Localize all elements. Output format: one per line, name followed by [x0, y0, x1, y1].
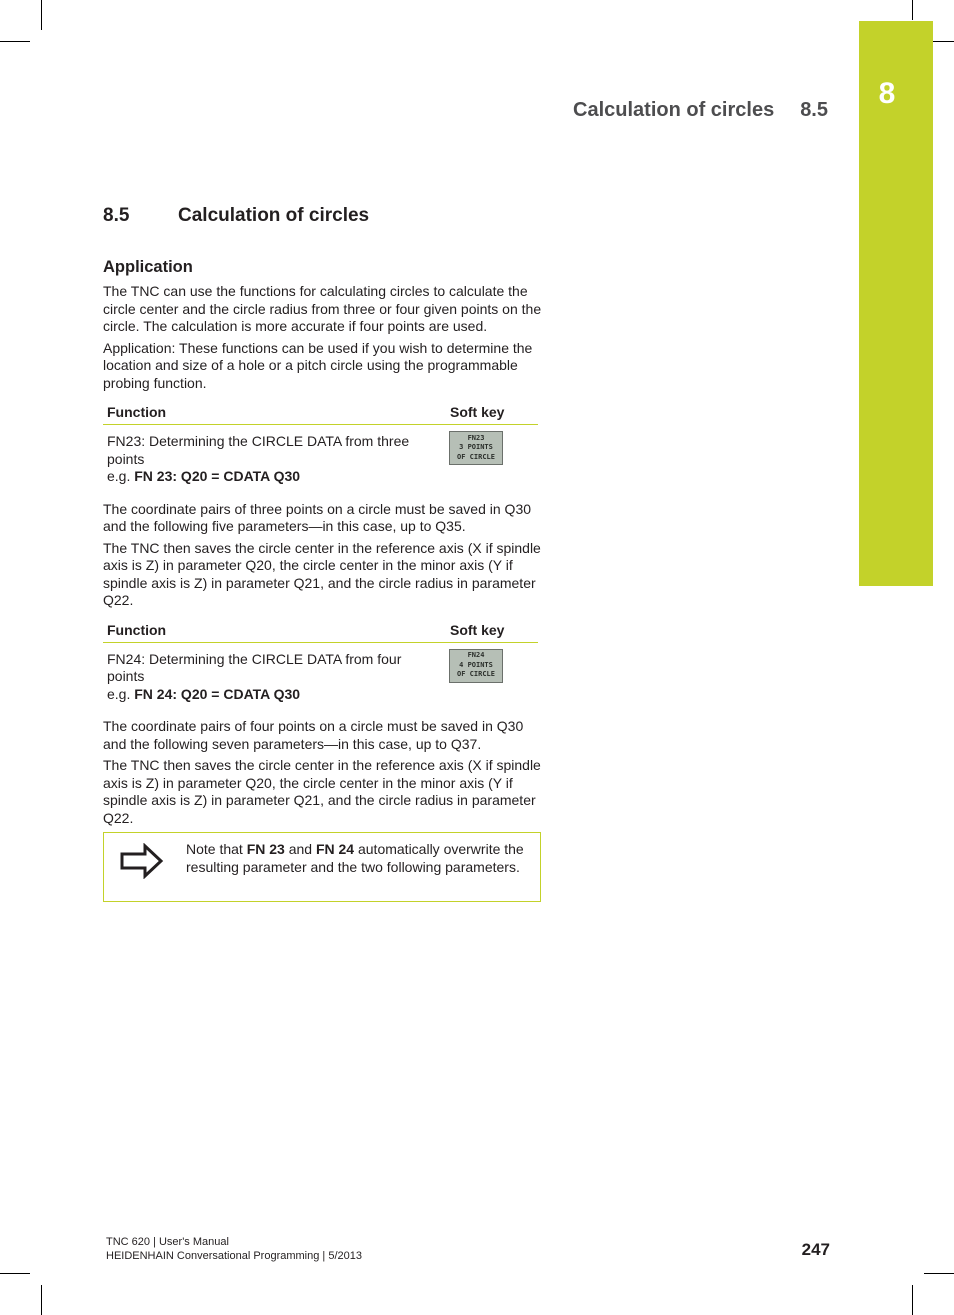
table-header-row — [103, 620, 538, 643]
footer-line: TNC 620 | User's Manual — [106, 1236, 229, 1248]
function-cell — [103, 642, 446, 707]
main-content — [103, 205, 545, 902]
function-table-fn23 — [103, 402, 538, 490]
section-title: Calculation of circles — [178, 205, 370, 226]
softkey-line: OF CIRCLE — [457, 452, 495, 461]
fn24-softkey[interactable] — [449, 649, 503, 683]
softkey-cell — [446, 642, 538, 707]
example-code: FN 24: Q20 = CDATA Q30 — [134, 685, 301, 702]
table-header-function: Function — [103, 620, 446, 643]
paragraph: The TNC then saves the circle center in the reference axis (X if spindle axis is Z) in parameter Q20, the circle center in the minor axis (Y if spindle axis is Z) in parameter Q21, and the circle radius in parameter Q22. — [103, 757, 541, 826]
table-header-function: Function — [103, 402, 446, 425]
running-head-number: 8.5 — [800, 99, 828, 121]
table-header-softkey: Soft key — [446, 402, 538, 425]
table-header-row — [103, 402, 538, 425]
subsection-heading: Application — [103, 258, 193, 276]
crop-mark — [912, 0, 913, 20]
note-text — [186, 841, 534, 876]
paragraph: The TNC then saves the circle center in the reference axis (X if spindle axis is Z) in parameter Q20, the circle center in the minor axis (Y if spindle axis is Z) in parameter Q21, and the circle radius in parameter Q22. — [103, 539, 541, 608]
function-description: FN23: Determining the CIRCLE DATA from three points — [107, 433, 410, 467]
section-heading — [103, 205, 545, 227]
table-row — [103, 425, 538, 490]
running-head — [573, 99, 828, 122]
paragraph: The coordinate pairs of three points on a circle must be saved in Q30 and the following five parameters—in this case, up to Q35. — [103, 500, 532, 534]
running-head-title: Calculation of circles — [573, 99, 775, 121]
function-table-fn24 — [103, 620, 538, 708]
function-cell — [103, 425, 446, 490]
crop-mark — [912, 1285, 913, 1315]
section-number: 8.5 — [103, 205, 130, 226]
example-prefix: e.g. — [107, 468, 135, 484]
crop-mark — [0, 1273, 30, 1274]
softkey-line: 4 POINTS — [459, 660, 493, 669]
page-number: 247 — [801, 1240, 830, 1259]
softkey-line: FN23 — [467, 433, 485, 442]
softkey-cell — [446, 425, 538, 490]
note-text-part: automatically overwrite the resulting parameter and the two following parameters. — [186, 841, 524, 875]
note-code: FN 24 — [315, 841, 355, 857]
paragraph: Application: These functions can be used if you wish to determine the location and size of a hole or a pitch circle using the programmable probing function. — [103, 339, 533, 391]
softkey-line: FN24 — [467, 651, 485, 660]
chapter-number: 8 — [878, 77, 896, 110]
paragraph: The coordinate pairs of four points on a circle must be saved in Q30 and the following seven parameters—in this case, up to Q37. — [103, 718, 524, 752]
table-header-softkey: Soft key — [446, 620, 538, 643]
crop-mark — [924, 1273, 954, 1274]
note-text-part: and — [284, 841, 316, 857]
paragraph: The TNC can use the functions for calculating circles to calculate the circle center and the circle radius from three or four given points on the circle. The calculation is more accurate if four points are used. — [103, 283, 542, 334]
chapter-tab — [859, 21, 933, 586]
footer-line: HEIDENHAIN Conversational Programming | 5/2013 — [106, 1250, 362, 1262]
crop-mark — [0, 41, 30, 42]
arrow-right-icon — [120, 843, 164, 879]
softkey-line: OF CIRCLE — [457, 670, 495, 679]
footer — [106, 1235, 362, 1263]
crop-mark — [41, 1285, 42, 1315]
example-code: FN 23: Q20 = CDATA Q30 — [134, 468, 301, 484]
fn23-softkey[interactable] — [449, 431, 503, 465]
table-row — [103, 642, 538, 707]
function-description: FN24: Determining the CIRCLE DATA from four points — [107, 650, 402, 684]
note-box — [103, 832, 541, 902]
softkey-line: 3 POINTS — [459, 443, 493, 452]
note-text-part: Note that — [186, 841, 247, 857]
example-prefix: e.g. — [107, 685, 135, 702]
crop-mark — [41, 0, 42, 30]
note-code: FN 23 — [246, 841, 285, 857]
